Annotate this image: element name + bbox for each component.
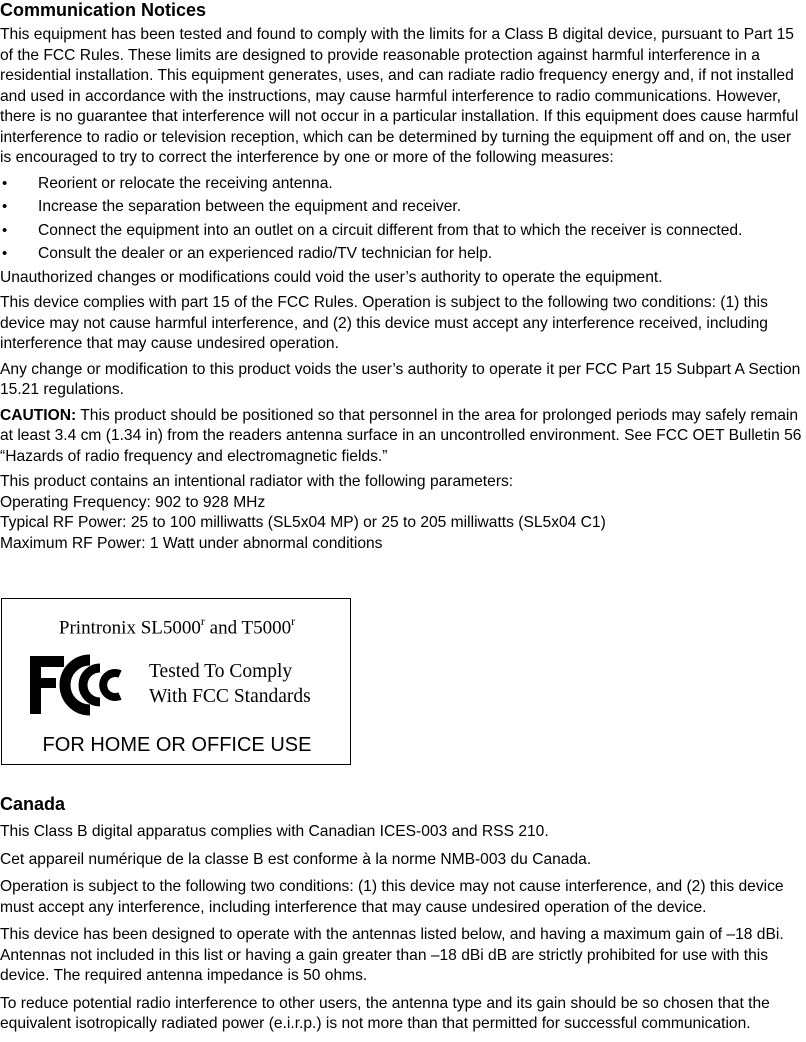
list-item-text: Reorient or relocate the receiving antenna.: [38, 174, 333, 192]
fcc-intro-paragraph: This equipment has been tested and found to comply with the limits for a Class B digital device, pursuant to Part 15 of the FCC Rules. These limits are designed to provide reasonable protection against harmful interference in a residential installation. This equipment generates, uses, and can radiate radio frequency energy and, if not installed and used in accordance with the instructions, may cause harmful interference to radio communications. However, there is no guarantee that interference will not occur in a particular installation. If this equipment does cause harmful interference to radio or television reception, which can be determined by turning the equipment off and on, the user is encouraged to try to correct the interference by one or more of the following measures:: [0, 26, 799, 166]
communication-notices-heading: Communication Notices: [0, 0, 207, 20]
caution-text: This product should be positioned so that personnel in the area for prolonged periods may safely remain at least 3.4 cm (1.34 in) from the readers antenna surface in an uncontrolled environment. See FCC OET Bulletin 56 “Hazards of radio frequency and electromagnetic fields.”: [0, 406, 802, 465]
canada-ices-paragraph: This Class B digital apparatus complies with Canadian ICES-003 and RSS 210.: [0, 823, 549, 840]
home-office-use-text: FOR HOME OR OFFICE USE: [42, 734, 312, 756]
part15-paragraph: This device complies with part 15 of the FCC Rules. Operation is subject to the following two conditions: (1) this device may not cause harmful interference, and (2) this device must accept any interference received, including interference that may cause undesired operation.: [0, 294, 768, 352]
caution-label: CAUTION:: [0, 406, 77, 424]
product-name-sl5000: Printronix SL5000: [58, 617, 201, 639]
list-item-text: Connect the equipment into an outlet on a circuit different from that to which the receiver is connected.: [38, 221, 743, 239]
registered-mark: r: [200, 614, 205, 628]
fcc-tested-text: [149, 659, 311, 709]
tested-line-2: With FCC Standards: [149, 686, 311, 707]
bullet-icon: •: [2, 198, 8, 215]
radiator-parameters: [0, 472, 806, 554]
interference-measures-list: [0, 174, 806, 268]
registered-mark: r: [291, 614, 296, 628]
canada-french-paragraph: Cet appareil numérique de la classe B est conforme à la norme NMB-003 du Canada.: [0, 850, 592, 868]
unauthorized-changes-paragraph: Unauthorized changes or modifications could void the user’s authority to operate the equipment.: [0, 268, 663, 286]
canada-heading: Canada: [0, 794, 66, 814]
canada-antenna-paragraph: This device has been designed to operate with the antennas listed below, and having a maximum gain of –18 dBi. Antennas not included in this list or having a gain greater than –18 dBi dB are strictly prohibited for use with this device. The required antenna impedance is 50 ohms.: [0, 926, 784, 984]
list-item: [0, 221, 806, 245]
radiator-intro: This product contains an intentional radiator with the following parameters:: [0, 473, 514, 490]
list-item: [0, 197, 806, 221]
canada-conditions-paragraph: Operation is subject to the following two conditions: (1) this device may not cause interference, and (2) this device must accept any interference, including interference that may cause undesired operation of the device.: [0, 878, 784, 916]
fcc-compliance-label: [1, 598, 351, 765]
maximum-rf-power: Maximum RF Power: 1 Watt under abnormal conditions: [0, 534, 383, 552]
bullet-icon: •: [2, 174, 8, 192]
bullet-icon: •: [2, 221, 8, 239]
fcc-label-title: [2, 611, 352, 639]
caution-paragraph: [0, 406, 806, 468]
tested-line-1: Tested To Comply: [149, 661, 293, 682]
operating-frequency: Operating Frequency: 902 to 928 MHz: [0, 493, 266, 511]
list-item: [0, 174, 806, 198]
typical-rf-power: Typical RF Power: 25 to 100 milliwatts (SL5x04 MP) or 25 to 205 milliwatts (SL5x04 C1): [0, 514, 606, 531]
list-item-text: Increase the separation between the equipment and receiver.: [38, 198, 462, 215]
fcc-logo-icon: [28, 654, 124, 716]
list-item: [0, 244, 806, 268]
section-15-21-paragraph: Any change or modification to this product voids the user’s authority to operate it per FCC Part 15 Subpart A Section 15.21 regulations.: [0, 360, 801, 398]
canada-section: [0, 794, 806, 1035]
product-name-t5000: and T5000: [204, 617, 292, 639]
list-item-text: Consult the dealer or an experienced radio/TV technician for help.: [38, 245, 493, 262]
canada-eirp-paragraph: To reduce potential radio interference to other users, the antenna type and its gain should be so chosen that the equivalent isotropically radiated power (e.i.r.p.) is not more than that permitted for successful communication.: [0, 994, 770, 1032]
bullet-icon: •: [2, 245, 8, 262]
